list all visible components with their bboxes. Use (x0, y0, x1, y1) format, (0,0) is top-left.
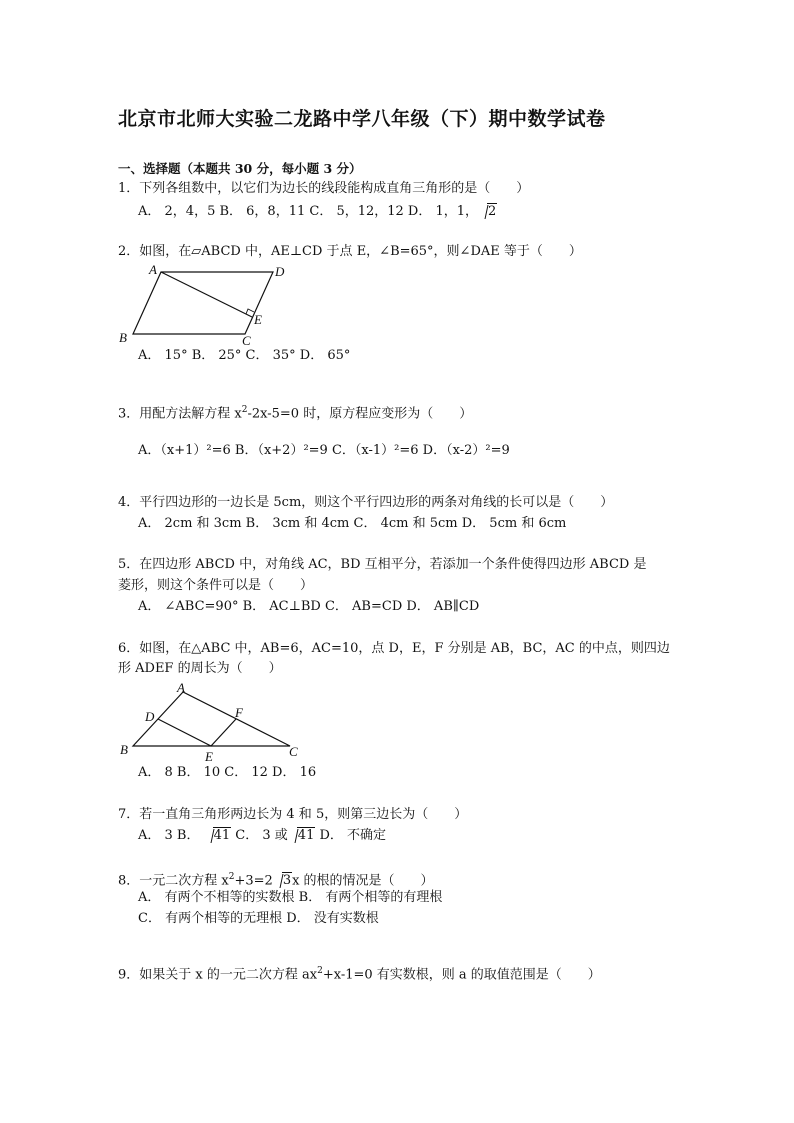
question-8-options-line2: C． 有两个相等的无理根 D． 没有实数根 (138, 911, 379, 926)
sqrt-sign-icon (478, 203, 497, 221)
vertex-label-d: D (275, 264, 285, 279)
question-5-stem-line1: 5．在四边形 ABCD 中，对角线 AC，BD 互相平分，若添加一个条件使得四边形 ABCD 是 (118, 557, 647, 572)
vertex-label-c: C (289, 744, 298, 759)
point-label-f: F (235, 705, 243, 720)
question-7-option-ab: A． 3 B． (138, 828, 204, 843)
question-8-stem-pre: 8．一元二次方程 x (118, 873, 229, 889)
question-7-option-d: D． 不确定 (315, 828, 387, 843)
question-7-option-c: C． 3 或 (231, 828, 288, 843)
question-8-options-line1: A． 有两个不相等的实数根 B． 有两个相等的有理根 (138, 890, 443, 905)
vertex-label-c: C (242, 333, 251, 346)
parallelogram-abcd (133, 272, 273, 334)
question-6-options: A． 8 B． 10 C． 12 D． 16 (138, 765, 317, 780)
vertex-label-a: A (149, 262, 157, 277)
question-3-stem (118, 401, 472, 423)
question-6-stem-line2: 形 ADEF 的周长为（ ） (118, 661, 282, 676)
sqrt-sign-icon (204, 827, 232, 845)
triangle-abc (133, 692, 290, 746)
question-9-stem (118, 962, 601, 984)
question-1-options-text: A． 2，4，5 B． 6，8，11 C． 5，12，12 D． 1，1， (138, 204, 479, 219)
midline-segments (158, 719, 236, 746)
question-8-stem-post: x 的根的情况是（ ） (292, 873, 434, 889)
vertex-label-b: B (120, 742, 128, 757)
question-1-stem: 1．下列各组数中，以它们为边长的线段能构成直角三角形的是（ ） (118, 181, 530, 196)
point-label-d: D (145, 709, 155, 724)
question-9-stem-post: +x-1=0 有实数根，则 a 的取值范围是（ ） (322, 967, 601, 983)
vertex-label-a: A (177, 680, 185, 695)
question-3-stem-pre: 3．用配方法解方程 x (118, 406, 242, 422)
question-9-stem-pre: 9．如果关于 x 的一元二次方程 ax (118, 967, 318, 983)
point-label-e: E (205, 749, 213, 764)
question-3-stem-post: -2x-5=0 时，原方程应变形为（ ） (247, 406, 473, 422)
question-7-sqrt-c: 41 (297, 828, 315, 843)
right-angle-mark (246, 309, 254, 314)
question-1-options (138, 203, 497, 221)
triangle-figure (118, 680, 308, 764)
vertex-label-b: B (119, 330, 127, 345)
question-7-stem: 7．若一直角三角形两边长为 4 和 5，则第三边长为（ ） (118, 807, 468, 822)
question-6-stem-line1: 6．如图，在△ABC 中，AB=6，AC=10，点 D，E，F 分别是 AB，BC，AC 的中点，则四边 (118, 641, 670, 656)
section-heading: 一、选择题（本题共 30 分，每小题 3 分） (118, 161, 362, 176)
page-title: 北京市北师大实验二龙路中学八年级（下）期中数学试卷 (118, 108, 606, 130)
question-7-options (138, 827, 386, 845)
question-7-sqrt-b: 41 (213, 828, 231, 843)
sqrt-sign-icon (288, 827, 316, 845)
question-2-stem: 2．如图，在▱ABCD 中，AE⊥CD 于点 E，∠B=65°，则∠DAE 等于（ ） (118, 244, 582, 259)
segment-ae (161, 272, 252, 317)
question-5-options: A． ∠ABC=90° B． AC⊥BD C． AB=CD D． AB∥CD (138, 599, 480, 614)
question-1-sqrt-value: 2 (488, 204, 497, 219)
question-2-options: A． 15° B． 25° C． 35° D． 65° (138, 348, 351, 363)
question-3-options: A．（x+1）²=6 B．（x+2）²=9 C．（x-1）²=6 D．（x-2）²=9 (138, 443, 510, 458)
sqrt-sign-icon (273, 872, 292, 890)
question-3-exponent: 2 (241, 405, 248, 415)
question-5-stem-line2: 菱形，则这个条件可以是（ ） (118, 578, 314, 593)
point-label-e: E (254, 312, 262, 327)
question-8-stem (118, 868, 434, 890)
question-4-stem: 4．平行四边形的一边长是 5cm，则这个平行四边形的两条对角线的长可以是（ ） (118, 495, 614, 510)
question-8-stem-mid: +3=2 (234, 873, 273, 889)
question-8-exponent: 2 (228, 872, 235, 882)
question-4-options: A． 2cm 和 3cm B． 3cm 和 4cm C． 4cm 和 5cm D． 5cm 和 6cm (138, 516, 567, 531)
question-9-exponent: 2 (317, 966, 323, 976)
parallelogram-figure (118, 262, 288, 346)
question-8-sqrt-value: 3 (282, 873, 292, 889)
